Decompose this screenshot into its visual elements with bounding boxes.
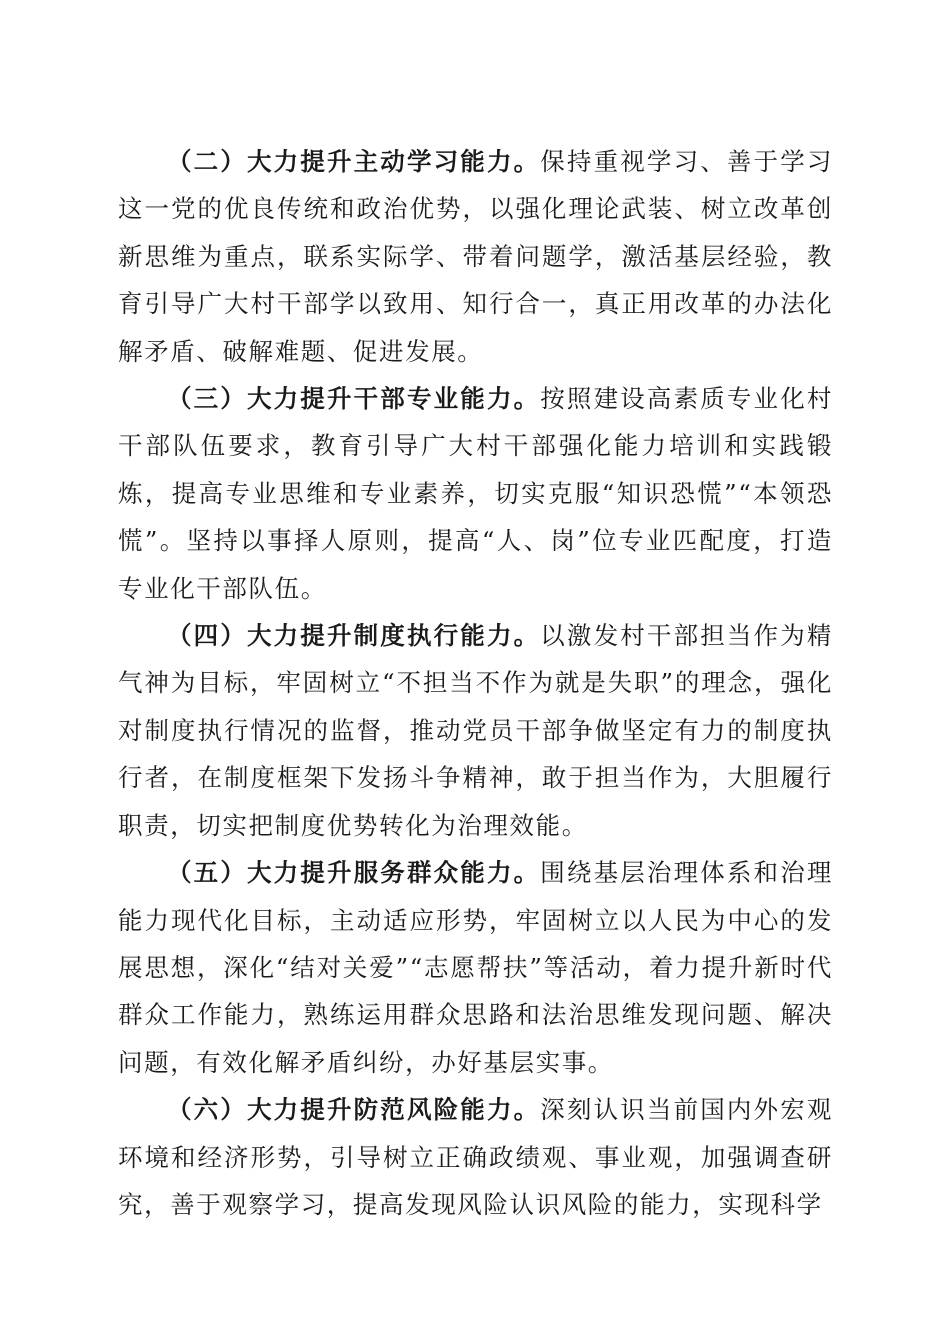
document-body xyxy=(118,138,833,1228)
paragraph-section-2 xyxy=(118,138,833,375)
section-heading-3: （三）大力提升干部专业能力。 xyxy=(167,384,541,414)
section-text-4: 以激发村干部担当作为精气神为目标，牢固树立“不担当不作为就是失职”的理念，强化对制度执行情况的监督，推动党员干部争做坚定有力的制度执行者，在制度框架下发扬斗争精神，敢于担当作为，大胆履行职责，切实把制度优势转化为治理效能。 xyxy=(118,621,833,840)
section-text-5: 围绕基层治理体系和治理能力现代化目标，主动适应形势，牢固树立以人民为中心的发展思想，深化“结对关爱”“志愿帮扶”等活动，着力提升新时代群众工作能力，熟练运用群众思路和法治思维发现问题、解决问题，有效化解矛盾纠纷，办好基层实事。 xyxy=(118,858,833,1077)
section-text-6: 深刻认识当前国内外宏观环境和经济形势，引导树立正确政绩观、事业观，加强调查研究，善于观察学习，提高发现风险认识风险的能力，实现科学 xyxy=(118,1095,833,1219)
paragraph-section-4 xyxy=(118,612,833,849)
section-text-2: 保持重视学习、善于学习这一党的优良传统和政治优势，以强化理论武装、树立改革创新思维为重点，联系实际学、带着问题学，激活基层经验，教育引导广大村干部学以致用、知行合一，真正用改革的办法化解矛盾、破解难题、促进发展。 xyxy=(118,147,833,366)
paragraph-section-6 xyxy=(118,1086,833,1228)
section-text-3: 按照建设高素质专业化村干部队伍要求，教育引导广大村干部强化能力培训和实践锻炼，提高专业思维和专业素养，切实克服“知识恐慌”“本领恐慌”。坚持以事择人原则，提高“人、岗”位专业匹配度，打造专业化干部队伍。 xyxy=(118,384,833,603)
section-heading-5: （五）大力提升服务群众能力。 xyxy=(167,858,541,888)
section-heading-6: （六）大力提升防范风险能力。 xyxy=(167,1095,541,1125)
paragraph-section-5 xyxy=(118,849,833,1086)
section-heading-2: （二）大力提升主动学习能力。 xyxy=(167,147,541,176)
section-heading-4: （四）大力提升制度执行能力。 xyxy=(167,621,541,651)
paragraph-section-3 xyxy=(118,375,833,612)
